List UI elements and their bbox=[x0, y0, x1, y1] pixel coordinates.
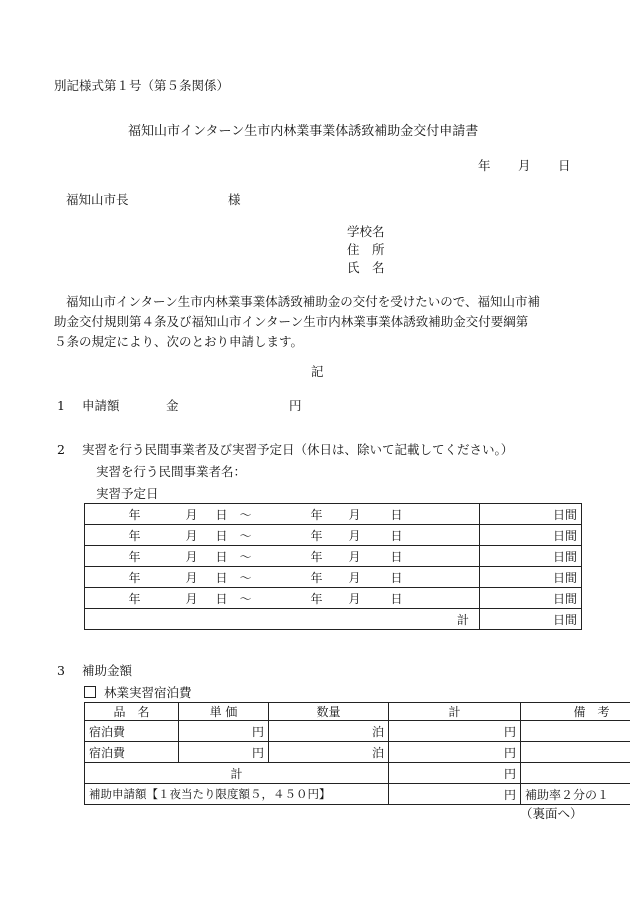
date-year: 年 bbox=[478, 158, 491, 173]
end-year[interactable]: 年 bbox=[256, 546, 327, 567]
unit-price-cell[interactable]: 円 bbox=[179, 721, 269, 742]
addressee-honorific: 様 bbox=[228, 192, 241, 207]
start-month[interactable]: 月 bbox=[145, 525, 202, 546]
business-name-label: 実習を行う民間事業者名： bbox=[96, 464, 247, 479]
item1-kin: 金 bbox=[166, 398, 179, 413]
application-body bbox=[54, 292, 589, 352]
applicant-school-label: 学校名 bbox=[347, 224, 385, 239]
document-title: 福知山市インターン生市内林業事業体誘致補助金交付申請書 bbox=[128, 124, 479, 139]
start-month[interactable]: 月 bbox=[145, 588, 202, 609]
end-day[interactable]: 日 bbox=[365, 546, 407, 567]
start-month[interactable]: 月 bbox=[145, 504, 202, 525]
subsidy-rate-note: 補助率２分の１ bbox=[521, 784, 630, 805]
subsidy-subtotal-row bbox=[85, 763, 630, 784]
end-day[interactable]: 日 bbox=[365, 588, 407, 609]
schedule-row bbox=[85, 504, 582, 525]
item3-label: 補助金額 bbox=[82, 663, 133, 678]
end-year[interactable]: 年 bbox=[256, 525, 327, 546]
spacer-cell bbox=[407, 588, 480, 609]
quantity-cell[interactable]: 泊 bbox=[269, 721, 389, 742]
days-cell[interactable]: 日間 bbox=[480, 546, 582, 567]
end-year[interactable]: 年 bbox=[256, 504, 327, 525]
schedule-total-label: 計 bbox=[85, 609, 480, 630]
subsidy-row bbox=[85, 721, 630, 742]
item2-number: 2 bbox=[57, 442, 65, 457]
header-quantity: 数量 bbox=[269, 703, 389, 721]
subsidy-header-row bbox=[85, 703, 630, 721]
start-day[interactable]: 日 ～ bbox=[202, 567, 256, 588]
body-line: ５条の規定により、次のとおり申請します。 bbox=[54, 334, 304, 349]
days-cell[interactable]: 日間 bbox=[480, 504, 582, 525]
start-year[interactable]: 年 bbox=[85, 567, 145, 588]
start-year[interactable]: 年 bbox=[85, 588, 145, 609]
days-cell[interactable]: 日間 bbox=[480, 525, 582, 546]
lodging-checkbox-label: 林業実習宿泊費 bbox=[104, 685, 192, 700]
start-day[interactable]: 日 ～ bbox=[202, 588, 256, 609]
ki-heading: 記 bbox=[311, 364, 324, 379]
subtotal-cell[interactable]: 円 bbox=[389, 763, 521, 784]
schedule-total-row bbox=[85, 609, 582, 630]
end-day[interactable]: 日 bbox=[365, 567, 407, 588]
end-month[interactable]: 月 bbox=[327, 567, 365, 588]
end-month[interactable]: 月 bbox=[327, 504, 365, 525]
total-cell[interactable]: 円 bbox=[389, 742, 521, 763]
header-total: 計 bbox=[389, 703, 521, 721]
header-unit-price: 単 価 bbox=[179, 703, 269, 721]
form-number: 別記様式第１号（第５条関係） bbox=[54, 78, 230, 93]
lodging-checkbox-row bbox=[84, 686, 192, 700]
schedule-row bbox=[85, 546, 582, 567]
start-day[interactable]: 日 ～ bbox=[202, 525, 256, 546]
request-amount-cell[interactable]: 円 bbox=[389, 784, 521, 805]
schedule-table bbox=[84, 503, 582, 630]
addressee-name: 福知山市長 bbox=[66, 192, 129, 207]
item3-number: 3 bbox=[57, 663, 65, 678]
header-item-name: 品 名 bbox=[85, 703, 179, 721]
overleaf-note: （裏面へ） bbox=[520, 806, 583, 821]
body-line: 福知山市インターン生市内林業事業体誘致補助金の交付を受けたいので、福知山市補 bbox=[66, 294, 541, 309]
request-label: 補助申請額【１夜当たり限度額５，４５０円】 bbox=[85, 784, 389, 805]
subtotal-remarks-cell[interactable] bbox=[521, 763, 630, 784]
lodging-checkbox[interactable] bbox=[84, 686, 96, 698]
item1-label: 申請額 bbox=[82, 398, 120, 413]
spacer-cell bbox=[407, 504, 480, 525]
subtotal-label: 計 bbox=[85, 763, 389, 784]
item-name-cell: 宿泊費 bbox=[85, 721, 179, 742]
days-cell[interactable]: 日間 bbox=[480, 567, 582, 588]
quantity-cell[interactable]: 泊 bbox=[269, 742, 389, 763]
remarks-cell[interactable] bbox=[521, 721, 630, 742]
spacer-cell bbox=[407, 525, 480, 546]
start-year[interactable]: 年 bbox=[85, 546, 145, 567]
subsidy-request-row bbox=[85, 784, 630, 805]
start-year[interactable]: 年 bbox=[85, 525, 145, 546]
subsidy-table bbox=[84, 702, 630, 805]
end-day[interactable]: 日 bbox=[365, 504, 407, 525]
schedule-label: 実習予定日 bbox=[96, 486, 159, 501]
end-year[interactable]: 年 bbox=[256, 567, 327, 588]
start-month[interactable]: 月 bbox=[145, 546, 202, 567]
schedule-row bbox=[85, 567, 582, 588]
date-month: 月 bbox=[518, 158, 531, 173]
spacer-cell bbox=[407, 546, 480, 567]
spacer-cell bbox=[407, 567, 480, 588]
remarks-cell[interactable] bbox=[521, 742, 630, 763]
end-month[interactable]: 月 bbox=[327, 588, 365, 609]
body-line: 助金交付規則第４条及び福知山市インターン生市内林業事業体誘致補助金交付要綱第 bbox=[54, 314, 529, 329]
schedule-total-days[interactable]: 日間 bbox=[480, 609, 582, 630]
schedule-row bbox=[85, 588, 582, 609]
total-cell[interactable]: 円 bbox=[389, 721, 521, 742]
item1-yen: 円 bbox=[289, 398, 302, 413]
end-day[interactable]: 日 bbox=[365, 525, 407, 546]
item2-label: 実習を行う民間事業者及び実習予定日（休日は、除いて記載してください。） bbox=[82, 442, 514, 457]
end-month[interactable]: 月 bbox=[327, 546, 365, 567]
item1-number: 1 bbox=[57, 398, 65, 413]
header-remarks: 備 考 bbox=[521, 703, 630, 721]
end-year[interactable]: 年 bbox=[256, 588, 327, 609]
applicant-address-label: 住 所 bbox=[347, 242, 385, 257]
days-cell[interactable]: 日間 bbox=[480, 588, 582, 609]
item-name-cell: 宿泊費 bbox=[85, 742, 179, 763]
start-day[interactable]: 日 ～ bbox=[202, 504, 256, 525]
start-year[interactable]: 年 bbox=[85, 504, 145, 525]
date-day: 日 bbox=[558, 158, 571, 173]
start-month[interactable]: 月 bbox=[145, 567, 202, 588]
unit-price-cell[interactable]: 円 bbox=[179, 742, 269, 763]
schedule-row bbox=[85, 525, 582, 546]
start-day[interactable]: 日 ～ bbox=[202, 546, 256, 567]
end-month[interactable]: 月 bbox=[327, 525, 365, 546]
subsidy-row bbox=[85, 742, 630, 763]
applicant-name-label: 氏 名 bbox=[347, 260, 385, 275]
